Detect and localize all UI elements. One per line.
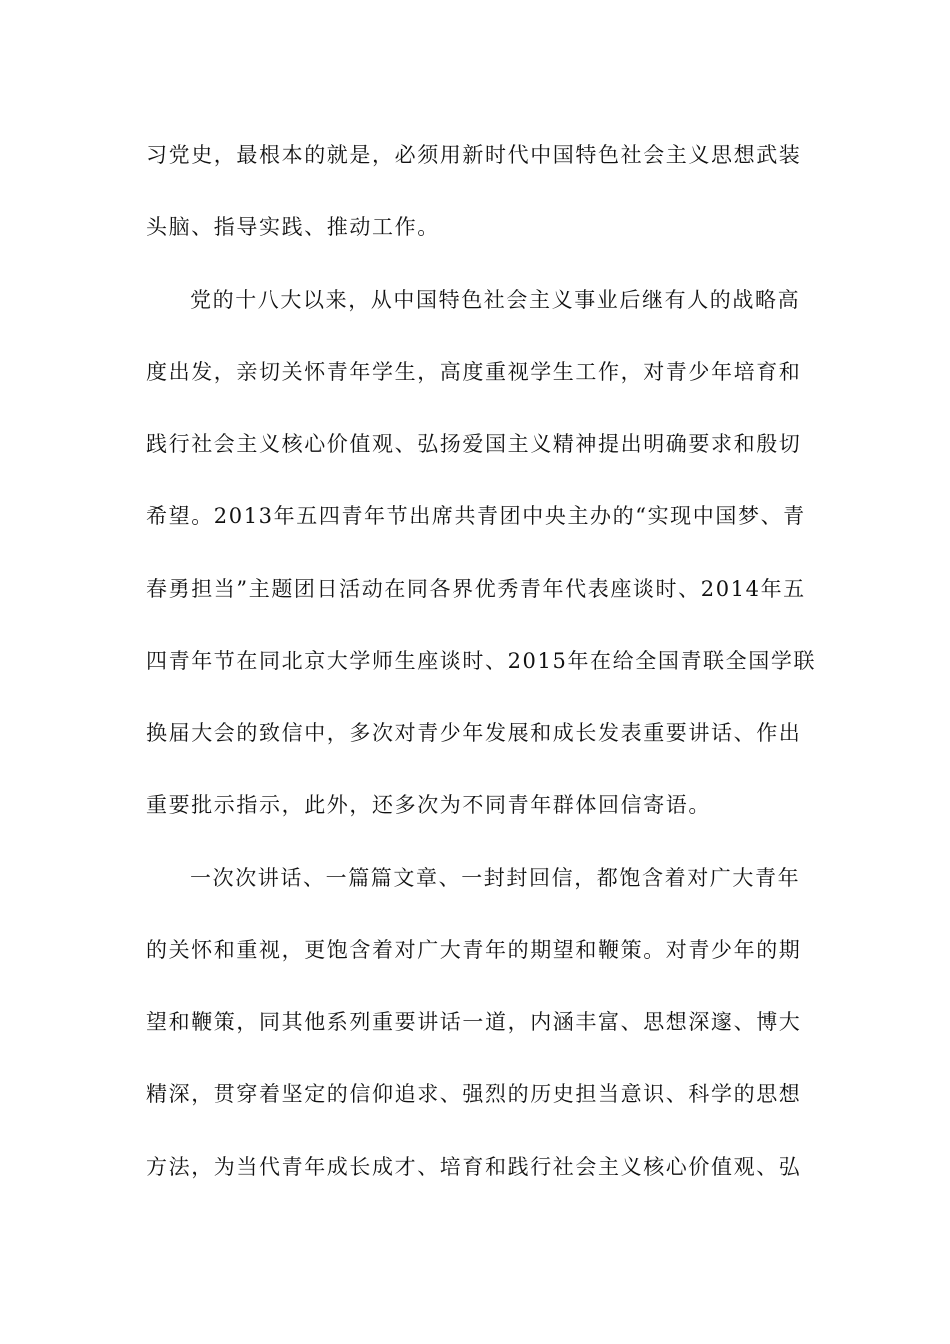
paragraph-2-line-1: 党的十八大以来，从中国特色社会主义事业后继有人的战略高	[190, 288, 801, 312]
paragraph-3-line-5: 方法，为当代青年成长成才、培育和践行社会主义核心价值观、弘	[146, 1155, 802, 1179]
paragraph-2-line-2: 度出发，亲切关怀青年学生，高度重视学生工作，对青少年培育和	[146, 360, 802, 384]
paragraph-3-line-3: 望和鞭策，同其他系列重要讲话一道，内涵丰富、思想深邃、博大	[146, 1010, 802, 1034]
paragraph-2-line-3: 践行社会主义核心价值观、弘扬爱国主义精神提出明确要求和殷切	[146, 432, 802, 456]
paragraph-2-line-7: 换届大会的致信中，多次对青少年发展和成长发表重要讲话、作出	[146, 721, 802, 745]
paragraph-3-line-2: 的关怀和重视，更饱含着对广大青年的期望和鞭策。对青少年的期	[146, 938, 802, 962]
paragraph-2-line-4: 希望。2013年五四青年节出席共青团中央主办的“实现中国梦、青	[146, 504, 806, 528]
text-line-1: 习党史，最根本的就是，必须用新时代中国特色社会主义思想武装	[146, 143, 802, 167]
paragraph-3-line-4: 精深，贯穿着坚定的信仰追求、强烈的历史担当意识、科学的思想	[146, 1082, 802, 1106]
paragraph-2-line-8: 重要批示指示，此外，还多次为不同青年群体回信寄语。	[146, 793, 711, 817]
text-line-2: 头脑、指导实践、推动工作。	[146, 215, 440, 239]
paragraph-2-line-6: 四青年节在同北京大学师生座谈时、2015年在给全国青联全国学联	[146, 649, 817, 673]
paragraph-2-line-5: 春勇担当”主题团日活动在同各界优秀青年代表座谈时、2014年五	[146, 577, 806, 601]
paragraph-3-line-1: 一次次讲话、一篇篇文章、一封封回信，都饱含着对广大青年	[190, 866, 801, 890]
